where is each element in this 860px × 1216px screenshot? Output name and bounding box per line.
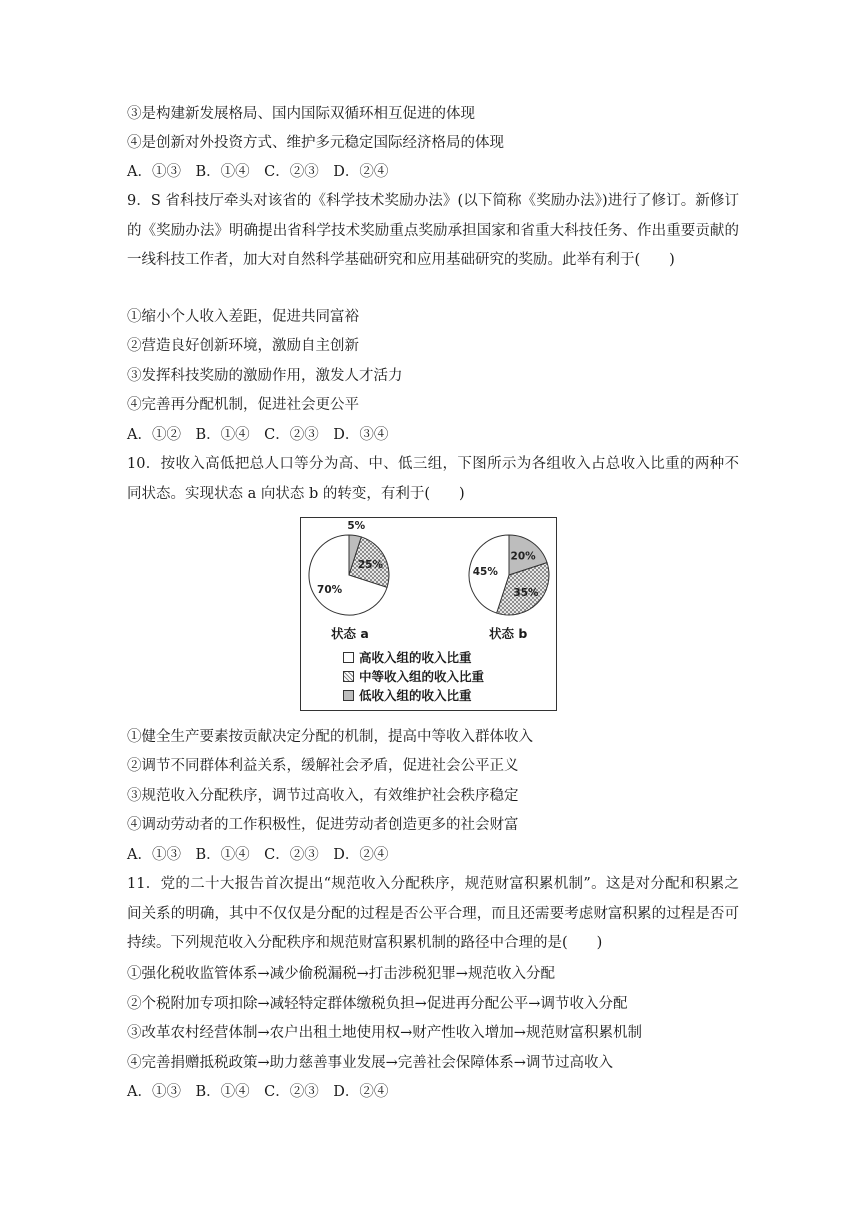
pie-b-title: 状态 b <box>489 626 528 641</box>
q10-answer-choices: A．①③ B．①④ C．②③ D．②④ <box>127 847 389 863</box>
q10-stem: 10．按收入高低把总人口等分为高、中、低三组，下图所示为各组收入占总收入比重的两种不同状态。实现状态 a 向状态 b 的转变，有利于( ) <box>127 456 739 502</box>
legend-swatch-middle <box>343 671 354 682</box>
pie-state-a <box>309 520 389 615</box>
pie-a-label-middle: 25% <box>357 559 383 572</box>
pie-a-label-high: 70% <box>317 584 343 597</box>
q9-option-4: ④完善再分配机制，促进社会更公平 <box>127 397 359 413</box>
q11-stem: 11．党的二十大报告首次提出“规范收入分配秩序，规范财富积累机制”。这是对分配和积累之间关系的明确，其中不仅仅是分配的过程是否公平合理，而且还需要考虑财富积累的过程是否可持续。下列规范收入分配秩序和规范财富积累机制的路径中合理的是( ) <box>127 876 739 951</box>
q8-answer-choices: A．①③ B．①④ C．②③ D．②④ <box>127 164 389 180</box>
legend-label-high: 高收入组的收入比重 <box>359 650 472 665</box>
q11-option-2: ②个税附加专项扣除→减轻特定群体缴税负担→促进再分配公平→调节收入分配 <box>127 996 628 1012</box>
pie-a-label-low: 5% <box>347 520 366 532</box>
q10-option-4: ④调动劳动者的工作积极性，促进劳动者创造更多的社会财富 <box>127 817 519 833</box>
legend-label-middle: 中等收入组的收入比重 <box>359 669 485 684</box>
legend-swatch-high <box>343 652 354 663</box>
legend-label-low: 低收入组的收入比重 <box>359 688 472 703</box>
q8-option-3: ③是构建新发展格局、国内国际双循环相互促进的体现 <box>127 106 475 122</box>
pie-state-b <box>469 535 549 615</box>
q9-option-3: ③发挥科技奖励的激励作用，激发人才活力 <box>127 368 403 384</box>
q11-option-1: ①强化税收监管体系→减少偷税漏税→打击涉税犯罪→规范收入分配 <box>127 966 555 982</box>
q9-stem: 9．S 省科技厅牵头对该省的《科学技术奖励办法》(以下简称《奖励办法》)进行了修订。新修订的《奖励办法》明确提出省科学技术奖励重点奖励承担国家和省重大科技任务、作出重要贡献的一线科技工作者，加大对自然科学基础研究和应用基础研究的奖励。此举有利于( ) <box>127 193 739 268</box>
q10-option-3: ③规范收入分配秩序，调节过高收入，有效维护社会秩序稳定 <box>127 788 519 804</box>
q9-option-1: ①缩小个人收入差距，促进共同富裕 <box>127 309 359 325</box>
pie-b-label-low: 20% <box>510 550 536 563</box>
legend-swatch-low <box>343 690 354 701</box>
q8-option-4: ④是创新对外投资方式、维护多元稳定国际经济格局的体现 <box>127 135 504 151</box>
pie-b-label-middle: 35% <box>513 587 539 599</box>
pie-b-label-high: 45% <box>472 566 498 579</box>
q9-option-2: ②营造良好创新环境，激励自主创新 <box>127 338 359 354</box>
q9-answer-choices: A．①② B．①④ C．②③ D．③④ <box>127 427 389 443</box>
pie-chart-figure <box>300 517 557 711</box>
pie-a-title: 状态 a <box>331 626 369 641</box>
q11-answer-choices: A．①③ B．①④ C．②③ D．②④ <box>127 1084 389 1100</box>
q10-option-2: ②调节不同群体利益关系，缓解社会矛盾，促进社会公平正义 <box>127 758 519 774</box>
q11-option-3: ③改革农村经营体制→农户出租土地使用权→财产性收入增加→规范财富积累机制 <box>127 1025 642 1041</box>
q10-option-1: ①健全生产要素按贡献决定分配的机制，提高中等收入群体收入 <box>127 729 533 745</box>
q11-option-4: ④完善捐赠抵税政策→助力慈善事业发展→完善社会保障体系→调节过高收入 <box>127 1055 613 1071</box>
